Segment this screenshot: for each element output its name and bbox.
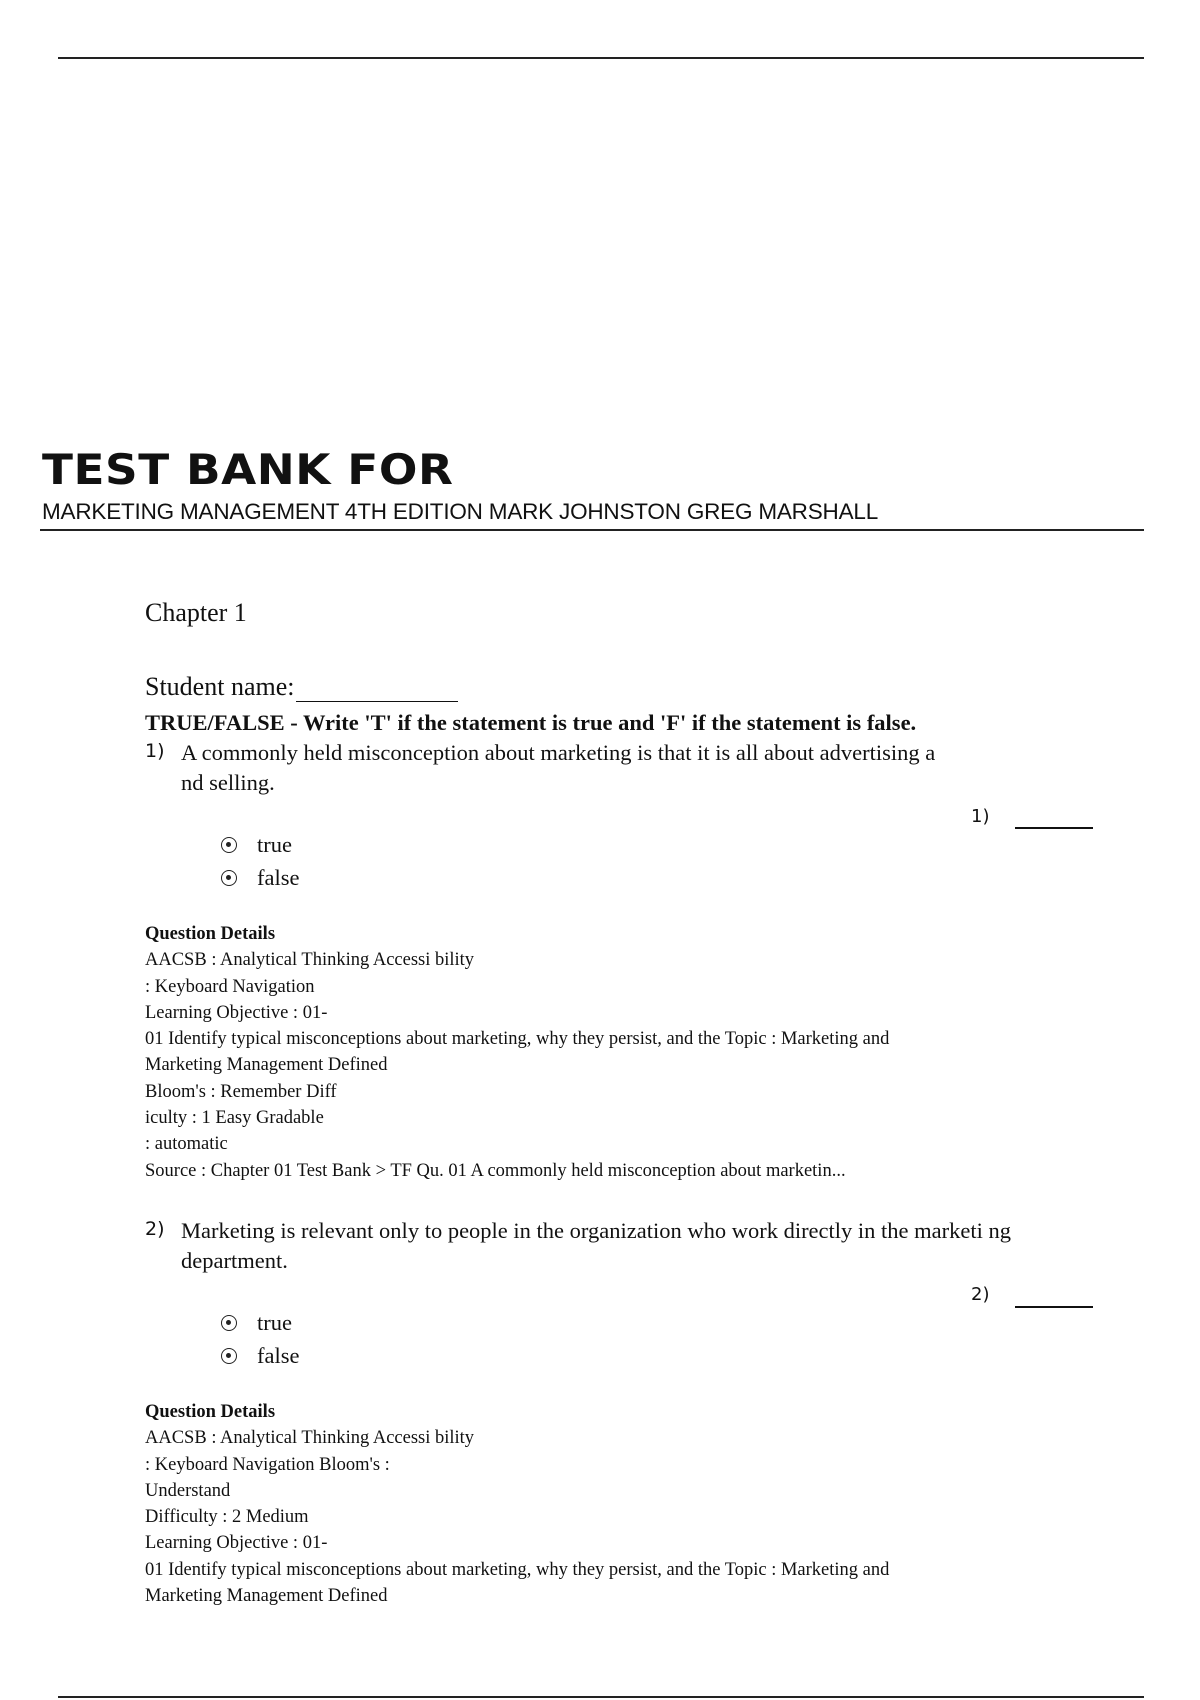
radio-icon[interactable] [221, 870, 237, 886]
answer-label: 2) [971, 1284, 990, 1305]
question-text-line: Marketing is relevant only to people in the organization who work directly in the marketi ng [181, 1218, 1011, 1243]
details-line: Bloom's : Remember Diff [145, 1081, 337, 1102]
document-subtitle: MARKETING MANAGEMENT 4TH EDITION MARK JOHNSTON GREG MARSHALL [42, 499, 879, 524]
details-line: : Keyboard Navigation Bloom's : [145, 1454, 390, 1475]
option-label: true [257, 1310, 292, 1335]
details-line: Learning Objective : 01- [145, 1533, 328, 1554]
answer-blank [1015, 1306, 1093, 1308]
details-heading: Question Details [145, 1402, 276, 1422]
student-name-field [145, 672, 458, 702]
question-number: 1) [145, 740, 165, 762]
radio-icon[interactable] [221, 837, 237, 853]
question-number: 2) [145, 1218, 165, 1240]
details-line: 01 Identify typical misconceptions about marketing, why they persist, and the Topic : Marketing and [145, 1559, 890, 1580]
student-name-label: Student name: [145, 672, 295, 701]
option-label: false [257, 865, 300, 890]
question-details [145, 1399, 889, 1609]
details-line: iculty : 1 Easy Gradable [145, 1108, 324, 1129]
details-line: Marketing Management Defined [145, 1055, 388, 1076]
details-line: Source : Chapter 01 Test Bank > TF Qu. 01 A commonly held misconception about marketin... [145, 1160, 846, 1181]
question-text [181, 1216, 1096, 1276]
details-line: Difficulty : 2 Medium [145, 1507, 309, 1528]
document-title: TEST BANK FOR [42, 445, 454, 494]
header-divider [40, 529, 1144, 531]
question-text [181, 738, 1011, 798]
radio-icon[interactable] [221, 1315, 237, 1331]
option-true[interactable] [221, 831, 292, 859]
question-text-line: department. [181, 1248, 288, 1273]
bottom-divider [58, 1696, 1144, 1698]
instructions: TRUE/FALSE - Write 'T' if the statement is true and 'F' if the statement is false. [145, 710, 917, 735]
details-line: Marketing Management Defined [145, 1586, 388, 1607]
details-line: Understand [145, 1480, 231, 1501]
question-text-line: nd selling. [181, 770, 275, 795]
chapter-heading: Chapter 1 [145, 598, 247, 627]
details-line: AACSB : Analytical Thinking Accessi bility [145, 950, 475, 971]
radio-icon[interactable] [221, 1348, 237, 1364]
top-divider [58, 57, 1144, 59]
answer-label: 1) [971, 806, 990, 827]
details-line: 01 Identify typical misconceptions about marketing, why they persist, and the Topic : Marketing and [145, 1029, 890, 1050]
option-label: true [257, 832, 292, 857]
answer-blank [1015, 827, 1093, 829]
option-false[interactable] [221, 1342, 299, 1370]
question-text-line: A commonly held misconception about marketing is that it is all about advertising a [181, 740, 936, 765]
option-label: false [257, 1343, 300, 1368]
details-line: Learning Objective : 01- [145, 1002, 328, 1023]
details-heading: Question Details [145, 924, 276, 944]
option-true[interactable] [221, 1309, 292, 1337]
details-line: AACSB : Analytical Thinking Accessi bility [145, 1428, 475, 1449]
option-false[interactable] [221, 864, 299, 892]
details-line: : Keyboard Navigation [145, 976, 315, 997]
student-name-blank [296, 675, 458, 702]
details-line: : automatic [145, 1134, 228, 1155]
question-details [145, 921, 889, 1184]
